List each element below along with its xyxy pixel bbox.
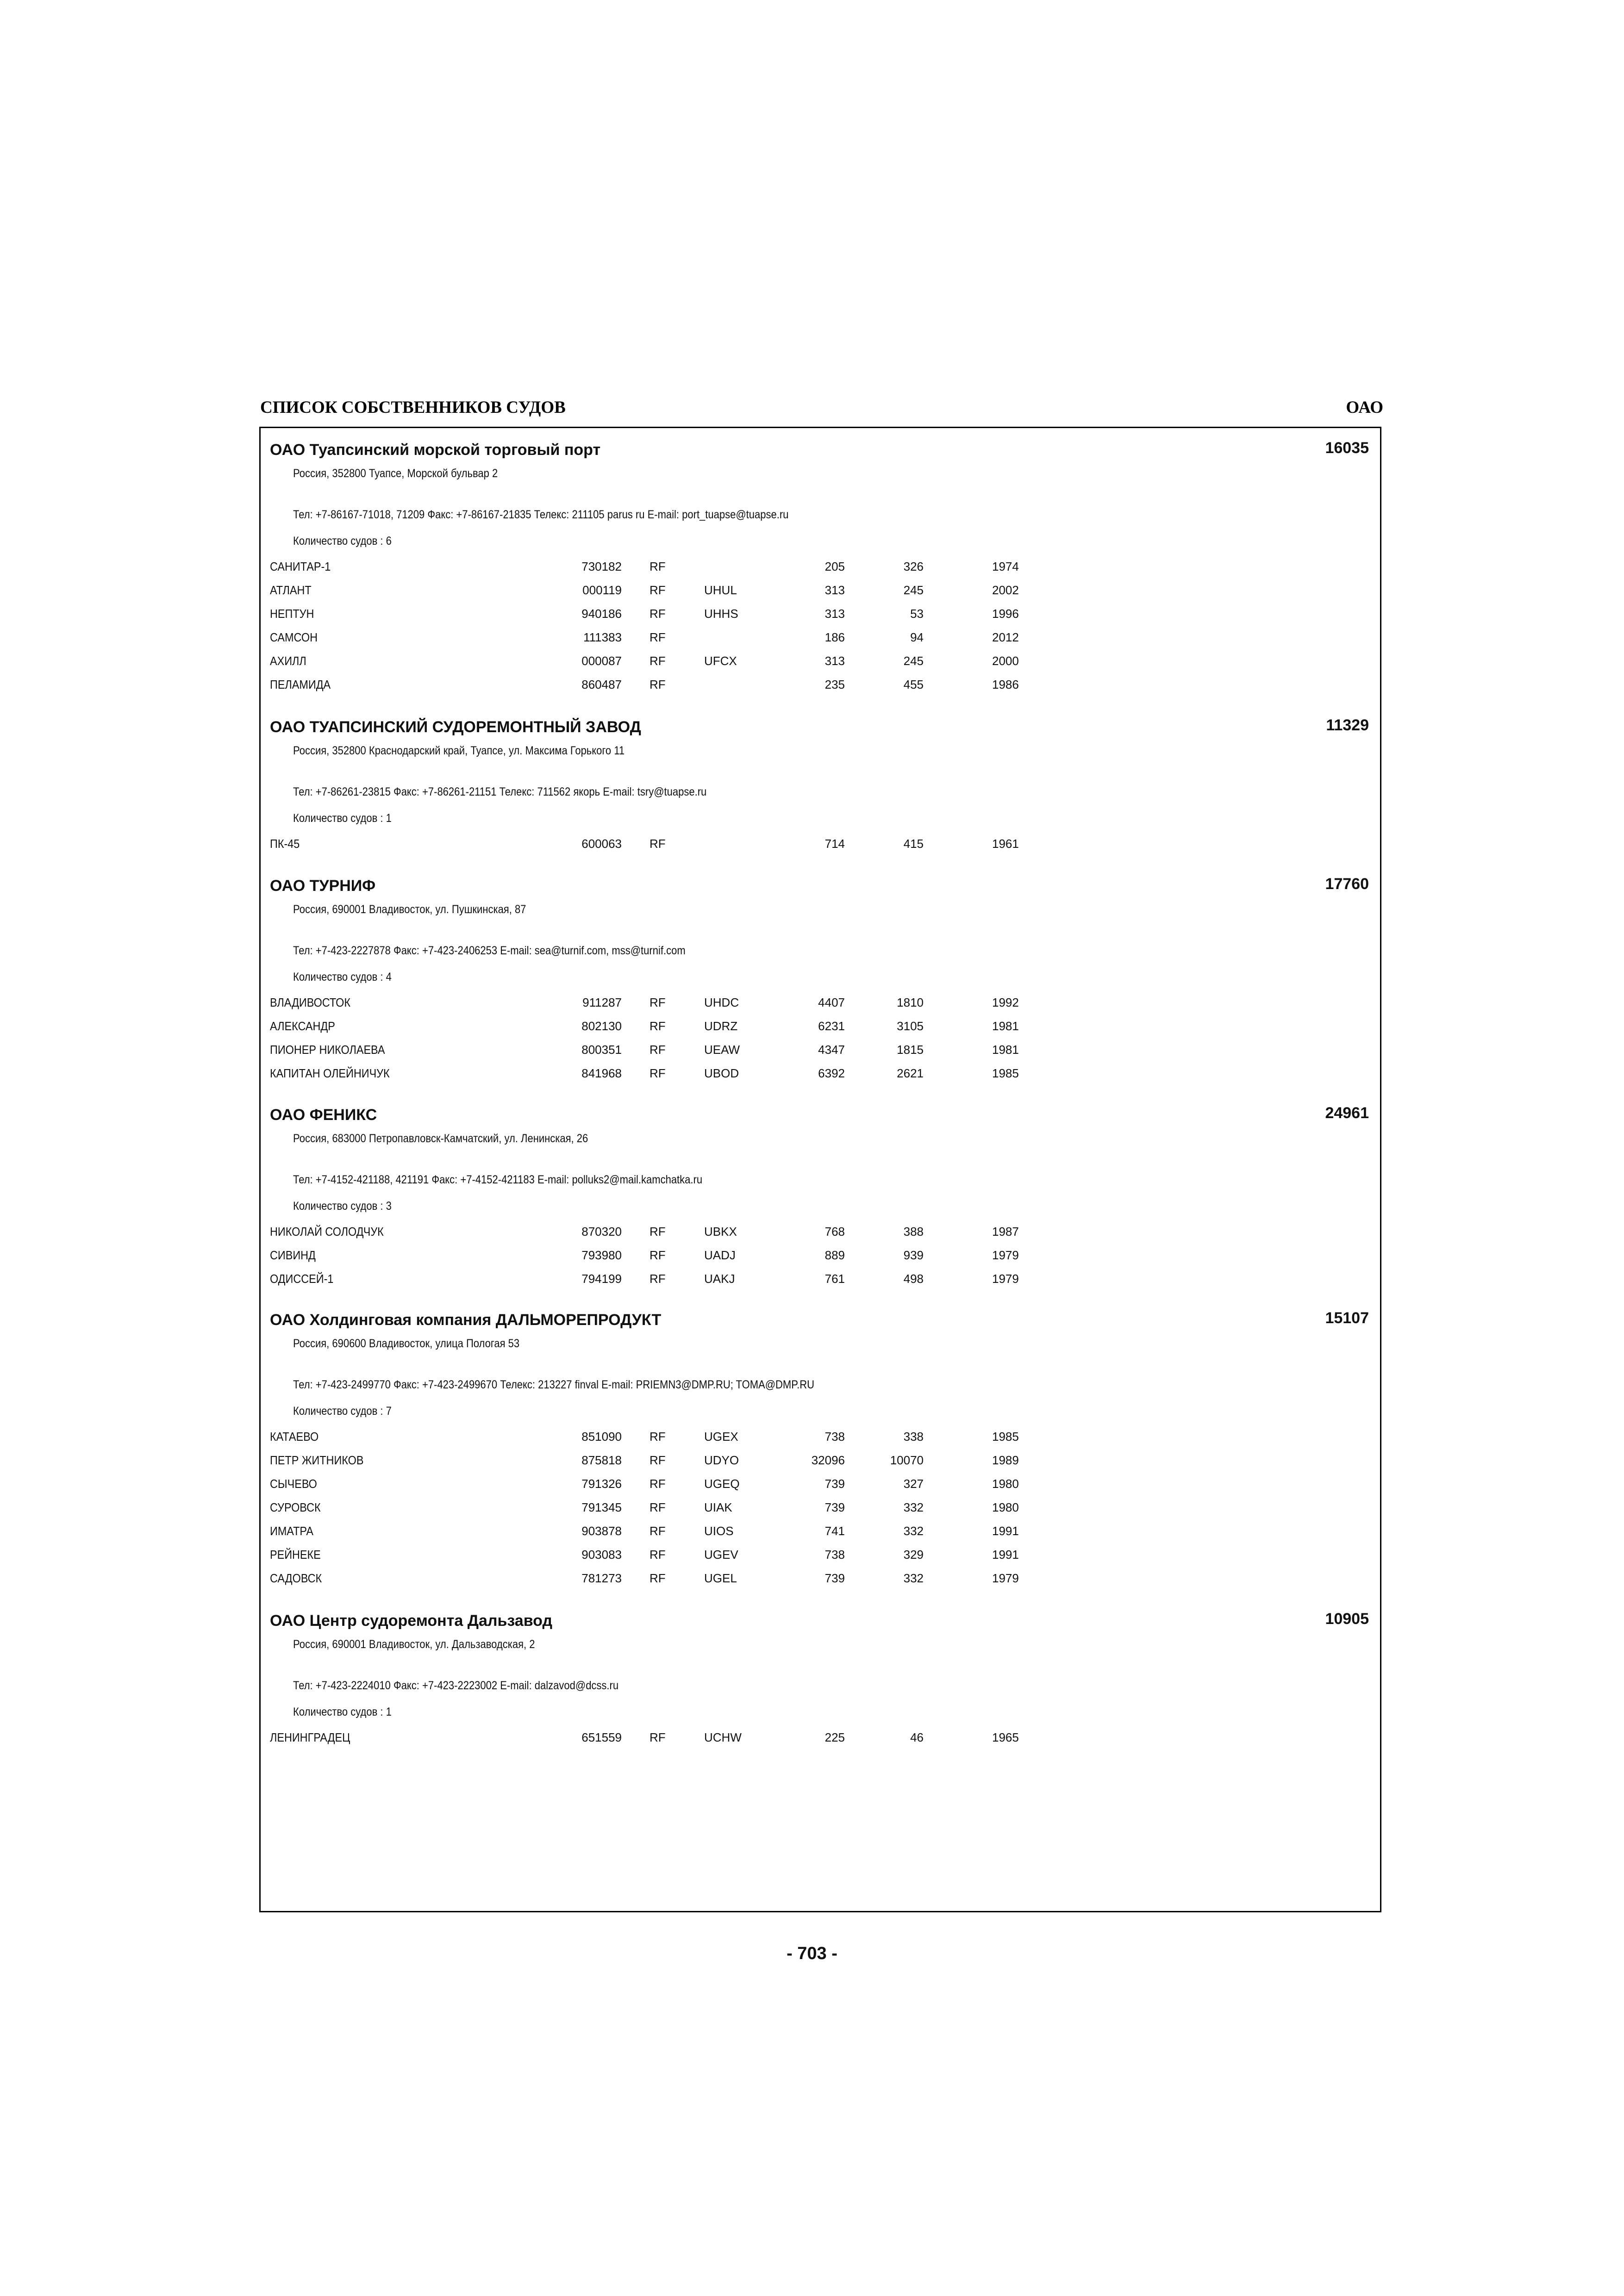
- ship-flag: RF: [650, 996, 666, 1009]
- ship-value-1: 739: [824, 1571, 845, 1585]
- ship-row: [270, 560, 1057, 583]
- ship-name: РЕЙНЕКЕ: [270, 1548, 321, 1562]
- company-address: Россия, 690600 Владивосток, улица Пологая 53: [293, 1337, 520, 1350]
- company-code: 17760: [1325, 875, 1369, 893]
- ship-value-2: 338: [903, 1430, 924, 1444]
- ship-number: 802130: [581, 1019, 622, 1033]
- ship-year: 1974: [992, 560, 1019, 573]
- ship-value-2: 245: [903, 654, 924, 668]
- ship-name: САНИТАР-1: [270, 560, 331, 573]
- ship-year: 2012: [992, 630, 1019, 644]
- company-header: [270, 1311, 1369, 1332]
- company-address: Россия, 683000 Петропавловск-Камчатский, ул. Ленинская, 26: [293, 1132, 588, 1145]
- ship-value-2: 46: [910, 1730, 924, 1744]
- ship-year: 1961: [992, 837, 1019, 851]
- ship-flag: RF: [650, 1730, 666, 1744]
- ship-value-2: 388: [903, 1225, 924, 1238]
- ship-row: [270, 1248, 1057, 1272]
- ship-value-1: 889: [824, 1248, 845, 1262]
- company-code: 15107: [1325, 1309, 1369, 1327]
- ship-year: 1985: [992, 1430, 1019, 1444]
- ship-callsign: UGEQ: [704, 1477, 740, 1491]
- ship-flag: RF: [650, 1548, 666, 1562]
- ship-year: 1979: [992, 1272, 1019, 1286]
- ship-number: 911287: [582, 996, 622, 1009]
- ship-row: [270, 1730, 1057, 1754]
- ship-count: Количество судов : 4: [293, 971, 392, 983]
- page-header: [260, 394, 1383, 417]
- ship-row: [270, 996, 1057, 1019]
- ship-value-1: 313: [824, 583, 845, 597]
- ship-name: ПЕТР ЖИТНИКОВ: [270, 1453, 364, 1467]
- ship-value-2: 53: [910, 607, 924, 621]
- ship-number: 791345: [581, 1500, 622, 1514]
- ship-number: 730182: [581, 560, 622, 573]
- ship-value-1: 738: [824, 1548, 845, 1562]
- ship-value-1: 186: [824, 630, 845, 644]
- ship-flag: RF: [650, 1453, 666, 1467]
- ship-year: 1996: [992, 607, 1019, 621]
- ship-callsign: UIOS: [704, 1524, 734, 1538]
- ship-flag: RF: [650, 1571, 666, 1585]
- ship-number: 851090: [581, 1430, 622, 1444]
- company-header: [270, 718, 1369, 739]
- ship-number: 940186: [581, 607, 622, 621]
- ship-value-2: 327: [903, 1477, 924, 1491]
- ship-value-1: 768: [824, 1225, 845, 1238]
- ship-row: [270, 1571, 1057, 1595]
- ship-name: ПК-45: [270, 837, 300, 851]
- document-title: СПИСОК СОБСТВЕННИКОВ СУДОВ: [260, 398, 566, 417]
- ship-row: [270, 1500, 1057, 1524]
- ship-name: ВЛАДИВОСТОК: [270, 996, 350, 1009]
- company-code: 11329: [1326, 716, 1369, 734]
- ship-flag: RF: [650, 1524, 666, 1538]
- ship-row: [270, 1548, 1057, 1571]
- ship-flag: RF: [650, 1272, 666, 1286]
- ship-flag: RF: [650, 678, 666, 691]
- ship-callsign: UHUL: [704, 583, 737, 597]
- ship-value-2: 329: [903, 1548, 924, 1562]
- company-address: Россия, 352800 Туапсе, Морской бульвар 2: [293, 467, 498, 480]
- company-contacts: Тел: +7-423-2227878 Факс: +7-423-2406253 E-mail: sea@turnif.com, mss@turnif.com: [293, 944, 686, 957]
- ship-name: АХИЛЛ: [270, 654, 306, 668]
- company-header: [270, 441, 1369, 461]
- ship-flag: RF: [650, 1248, 666, 1262]
- ship-count: Количество судов : 6: [293, 535, 392, 548]
- ship-year: 1991: [992, 1548, 1019, 1562]
- company-address: Россия, 690001 Владивосток, ул. Дальзаводская, 2: [293, 1638, 535, 1651]
- ship-name: КАПИТАН ОЛЕЙНИЧУК: [270, 1066, 390, 1080]
- ship-flag: RF: [650, 630, 666, 644]
- ship-name: СЫЧЕВО: [270, 1477, 317, 1491]
- ship-row: [270, 1430, 1057, 1453]
- ship-year: 1981: [992, 1043, 1019, 1057]
- ship-number: 781273: [581, 1571, 622, 1585]
- ship-value-2: 455: [903, 678, 924, 691]
- ship-value-2: 498: [903, 1272, 924, 1286]
- ship-flag: RF: [650, 1500, 666, 1514]
- company-address: Россия, 352800 Краснодарский край, Туапсе, ул. Максима Горького 11: [293, 744, 625, 757]
- ship-name: СУРОВСК: [270, 1500, 321, 1514]
- ship-value-2: 2621: [897, 1066, 924, 1080]
- ship-row: [270, 1225, 1057, 1248]
- ship-value-2: 3105: [897, 1019, 924, 1033]
- owners-list-frame: [259, 427, 1381, 1912]
- company-contacts: Тел: +7-86261-23815 Факс: +7-86261-21151 Телекс: 711562 якорь E-mail: tsry@tuapse.ru: [293, 785, 707, 798]
- ship-row: [270, 837, 1057, 860]
- ship-flag: RF: [650, 1019, 666, 1033]
- ship-callsign: UADJ: [704, 1248, 736, 1262]
- ship-callsign: UGEV: [704, 1548, 738, 1562]
- ship-count: Количество судов : 1: [293, 812, 392, 825]
- ship-value-1: 4407: [818, 996, 845, 1009]
- ship-callsign: UGEX: [704, 1430, 738, 1444]
- ship-value-2: 326: [903, 560, 924, 573]
- ship-value-2: 1815: [897, 1043, 924, 1057]
- ship-value-1: 741: [824, 1524, 845, 1538]
- ship-number: 000119: [582, 583, 622, 597]
- ship-name: ОДИССЕЙ-1: [270, 1272, 334, 1286]
- ship-list: [270, 1430, 1057, 1595]
- ship-list: [270, 560, 1057, 701]
- ship-callsign: UEAW: [704, 1043, 740, 1057]
- ship-number: 841968: [581, 1066, 622, 1080]
- ship-number: 111383: [583, 630, 622, 644]
- company-contacts: Тел: +7-423-2224010 Факс: +7-423-2223002 E-mail: dalzavod@dcss.ru: [293, 1679, 619, 1692]
- ship-name: СИВИНД: [270, 1248, 316, 1262]
- company-contacts: Тел: +7-423-2499770 Факс: +7-423-2499670 Телекс: 213227 finval E-mail: PRIEMN3@DMP.RU; TOMA@DMP.RU: [293, 1378, 814, 1391]
- ship-name: КАТАЕВО: [270, 1430, 319, 1444]
- ship-year: 1991: [992, 1524, 1019, 1538]
- ship-callsign: UCHW: [704, 1730, 742, 1744]
- company-name: ОАО Холдинговая компания ДАЛЬМОРЕПРОДУКТ: [270, 1311, 662, 1329]
- ship-number: 870320: [581, 1225, 622, 1238]
- ship-row: [270, 583, 1057, 607]
- ship-value-1: 4347: [818, 1043, 845, 1057]
- company-header: [270, 877, 1369, 897]
- company-code: 24961: [1325, 1104, 1369, 1122]
- ship-flag: RF: [650, 654, 666, 668]
- ship-flag: RF: [650, 837, 666, 851]
- ship-value-1: 714: [824, 837, 845, 851]
- ship-value-1: 6231: [818, 1019, 845, 1033]
- ship-value-1: 739: [824, 1500, 845, 1514]
- ship-name: САМСОН: [270, 630, 318, 644]
- ship-value-2: 1810: [897, 996, 924, 1009]
- ship-year: 1992: [992, 996, 1019, 1009]
- ship-year: 1965: [992, 1730, 1019, 1744]
- ship-count: Количество судов : 1: [293, 1705, 392, 1718]
- ship-row: [270, 654, 1057, 678]
- page-number: - 703 -: [787, 1944, 837, 1963]
- ship-row: [270, 678, 1057, 701]
- ship-value-2: 332: [903, 1500, 924, 1514]
- section-label: ОАО: [1346, 398, 1383, 417]
- company-address: Россия, 690001 Владивосток, ул. Пушкинская, 87: [293, 903, 526, 916]
- ship-callsign: UDRZ: [704, 1019, 738, 1033]
- ship-list: [270, 1225, 1057, 1295]
- ship-row: [270, 1477, 1057, 1500]
- ship-flag: RF: [650, 1225, 666, 1238]
- ship-year: 1987: [992, 1225, 1019, 1238]
- ship-list: [270, 837, 1057, 860]
- ship-number: 903878: [581, 1524, 622, 1538]
- ship-name: САДОВСК: [270, 1571, 322, 1585]
- ship-callsign: UFCX: [704, 654, 737, 668]
- ship-value-1: 313: [824, 607, 845, 621]
- ship-callsign: UBOD: [704, 1066, 739, 1080]
- ship-callsign: UDYO: [704, 1453, 739, 1467]
- ship-flag: RF: [650, 607, 666, 621]
- ship-year: 1989: [992, 1453, 1019, 1467]
- company-code: 16035: [1325, 439, 1369, 457]
- ship-callsign: UHHS: [704, 607, 738, 621]
- ship-name: НИКОЛАЙ СОЛОДЧУК: [270, 1225, 384, 1238]
- ship-value-2: 415: [903, 837, 924, 851]
- ship-value-2: 10070: [890, 1453, 924, 1467]
- company-name: ОАО Центр судоремонта Дальзавод: [270, 1612, 553, 1630]
- ship-value-2: 332: [903, 1524, 924, 1538]
- ship-value-1: 739: [824, 1477, 845, 1491]
- ship-flag: RF: [650, 583, 666, 597]
- ship-year: 1980: [992, 1477, 1019, 1491]
- ship-number: 791326: [581, 1477, 622, 1491]
- ship-row: [270, 1066, 1057, 1090]
- ship-year: 2000: [992, 654, 1019, 668]
- ship-callsign: UAKJ: [704, 1272, 735, 1286]
- ship-row: [270, 1043, 1057, 1066]
- company-header: [270, 1106, 1369, 1126]
- ship-value-1: 313: [824, 654, 845, 668]
- ship-value-1: 761: [824, 1272, 845, 1286]
- ship-number: 651559: [581, 1730, 622, 1744]
- ship-value-2: 245: [903, 583, 924, 597]
- ship-value-2: 332: [903, 1571, 924, 1585]
- company-contacts: Тел: +7-86167-71018, 71209 Факс: +7-86167-21835 Телекс: 211105 parus ru E-mail: port_tuapse@tuapse.ru: [293, 508, 789, 521]
- ship-row: [270, 630, 1057, 654]
- ship-value-2: 94: [910, 630, 924, 644]
- company-name: ОАО Туапсинский морской торговый порт: [270, 441, 601, 459]
- ship-row: [270, 1019, 1057, 1043]
- company-contacts: Тел: +7-4152-421188, 421191 Факс: +7-4152-421183 E-mail: polluks2@mail.kamchatka.ru: [293, 1173, 703, 1186]
- ship-number: 860487: [581, 678, 622, 691]
- ship-value-1: 738: [824, 1430, 845, 1444]
- ship-value-1: 225: [824, 1730, 845, 1744]
- ship-callsign: UHDC: [704, 996, 739, 1009]
- ship-number: 000087: [581, 654, 622, 668]
- ship-name: ИМАТРА: [270, 1524, 314, 1538]
- ship-value-1: 32096: [811, 1453, 845, 1467]
- ship-year: 2002: [992, 583, 1019, 597]
- ship-value-1: 6392: [818, 1066, 845, 1080]
- ship-number: 875818: [581, 1453, 622, 1467]
- ship-year: 1985: [992, 1066, 1019, 1080]
- company-name: ОАО ФЕНИКС: [270, 1106, 377, 1124]
- ship-year: 1980: [992, 1500, 1019, 1514]
- ship-list: [270, 996, 1057, 1090]
- ship-value-2: 939: [903, 1248, 924, 1262]
- ship-name: АЛЕКСАНДР: [270, 1019, 335, 1033]
- ship-flag: RF: [650, 1430, 666, 1444]
- ship-year: 1981: [992, 1019, 1019, 1033]
- ship-row: [270, 1453, 1057, 1477]
- company-name: ОАО ТУРНИФ: [270, 877, 376, 895]
- ship-flag: RF: [650, 1066, 666, 1080]
- ship-callsign: UIAK: [704, 1500, 732, 1514]
- ship-number: 793980: [581, 1248, 622, 1262]
- ship-row: [270, 1272, 1057, 1295]
- ship-year: 1979: [992, 1571, 1019, 1585]
- ship-name: АТЛАНТ: [270, 583, 312, 597]
- ship-number: 903083: [581, 1548, 622, 1562]
- ship-number: 800351: [581, 1043, 622, 1057]
- ship-row: [270, 1524, 1057, 1548]
- ship-name: ПЕЛАМИДА: [270, 678, 331, 691]
- ship-callsign: UGEL: [704, 1571, 737, 1585]
- ship-number: 794199: [581, 1272, 622, 1286]
- ship-flag: RF: [650, 560, 666, 573]
- ship-value-1: 235: [824, 678, 845, 691]
- ship-value-1: 205: [824, 560, 845, 573]
- ship-year: 1986: [992, 678, 1019, 691]
- ship-callsign: UBKX: [704, 1225, 737, 1238]
- ship-name: ЛЕНИНГРАДЕЦ: [270, 1730, 350, 1744]
- ship-count: Количество судов : 7: [293, 1405, 392, 1418]
- company-code: 10905: [1325, 1610, 1369, 1628]
- ship-list: [270, 1730, 1057, 1754]
- ship-name: ПИОНЕР НИКОЛАЕВА: [270, 1043, 385, 1057]
- ship-flag: RF: [650, 1043, 666, 1057]
- ship-name: НЕПТУН: [270, 607, 314, 621]
- ship-row: [270, 607, 1057, 630]
- company-header: [270, 1612, 1369, 1632]
- ship-flag: RF: [650, 1477, 666, 1491]
- company-name: ОАО ТУАПСИНСКИЙ СУДОРЕМОНТНЫЙ ЗАВОД: [270, 718, 641, 736]
- ship-count: Количество судов : 3: [293, 1200, 392, 1213]
- ship-year: 1979: [992, 1248, 1019, 1262]
- ship-number: 600063: [581, 837, 622, 851]
